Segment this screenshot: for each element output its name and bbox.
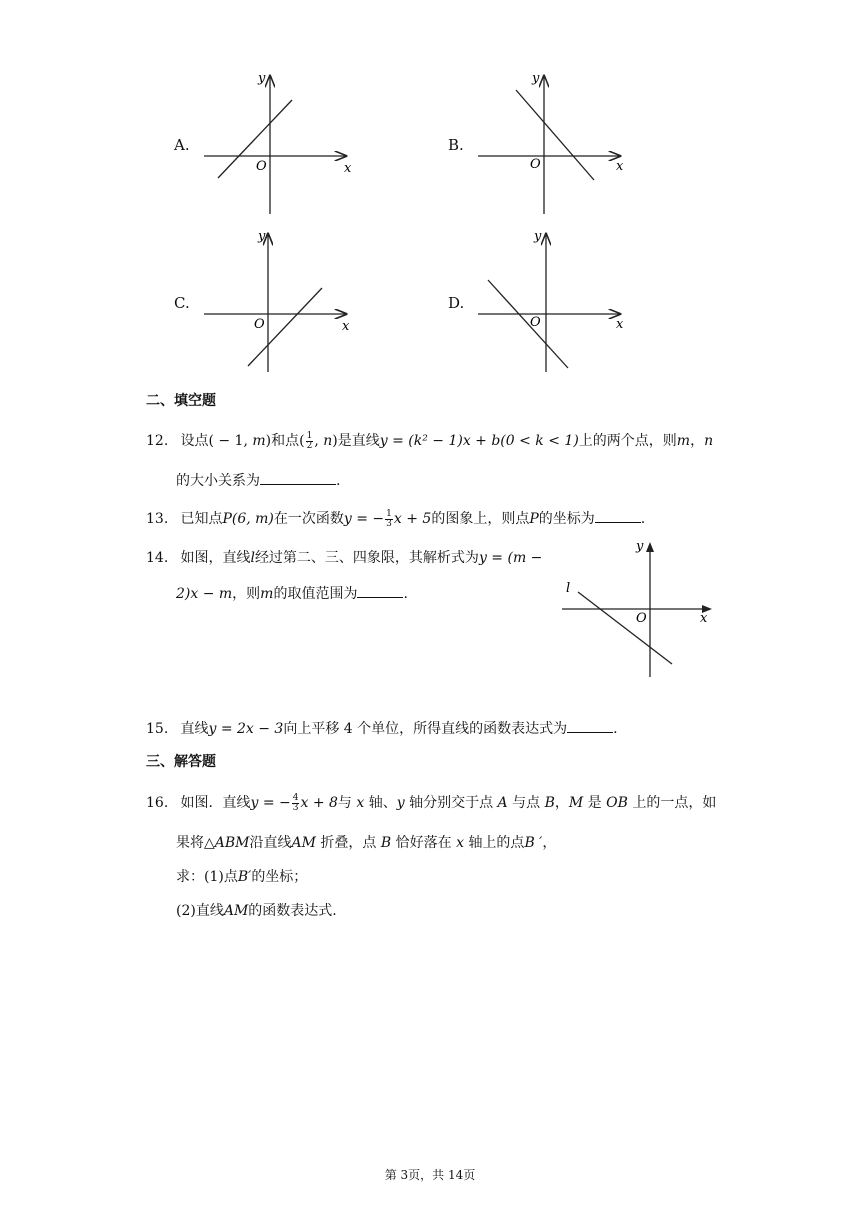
fraction [306, 432, 314, 451]
graph-a-line [218, 100, 292, 178]
origin-label: O [530, 157, 541, 172]
q16-line4-b: 的函数表达式. [248, 903, 337, 919]
question-16-line2 [176, 832, 556, 852]
question-12 [146, 430, 713, 451]
q16-var-a: A [497, 795, 508, 811]
section-title-fill-in: 二、填空题 [146, 393, 216, 409]
graph-option-d [470, 224, 640, 378]
q16-eq-b: x + 8 [300, 795, 338, 811]
q13-var-p: P [529, 511, 539, 527]
q16-var-ob: OB [606, 795, 628, 811]
q15-text2: 向上平移 4 个单位，所得直线的函数表达式为 [283, 721, 568, 737]
q14-var-l: l [250, 550, 255, 566]
option-c-label: C. [174, 294, 190, 312]
question-13 [146, 508, 645, 529]
q16-var-bprime: B′ [237, 869, 252, 885]
graph-d-line [488, 280, 568, 368]
q14-eq-a: y = (m − [478, 550, 543, 566]
question-14-line2 [176, 583, 408, 603]
graph-option-c [196, 224, 366, 378]
q12-comma: , [314, 433, 324, 449]
graph-b-line [516, 90, 594, 180]
q14-text3: ，则 [232, 586, 261, 602]
q16-line2-c: 折叠，点 [320, 835, 377, 851]
q13-eq-b: x + 5 [393, 511, 432, 527]
q16-text2: 与 [337, 795, 352, 811]
q16-text8: 上的一点，如 [632, 795, 717, 811]
q13-end: . [640, 511, 646, 527]
y-axis-label: y [258, 229, 266, 244]
q12-var-m: m [252, 433, 266, 449]
q15-text: 直线 [180, 721, 209, 737]
q12-var-n: n [323, 433, 333, 449]
denominator: 2 [306, 440, 313, 451]
page-footer: 第 3页，共 14页 [384, 1168, 476, 1182]
q14-text2: 经过第二、三、四象限，其解析式为 [254, 550, 479, 566]
question-number: 13. [146, 511, 169, 527]
q13-point: P(6, m) [222, 511, 274, 527]
q12-var-m: m [676, 433, 691, 449]
q12-point1-close: ) [265, 433, 272, 449]
q16-line2-e: 轴上的点 [468, 835, 525, 851]
fraction [385, 510, 393, 529]
q12-text2: 和点( [271, 433, 305, 449]
q16-line2-f: ， [542, 835, 557, 851]
question-16-line4 [176, 900, 337, 920]
numerator: 4 [292, 792, 299, 803]
q16-line-am: AM [223, 903, 249, 919]
option-d-label: D. [448, 294, 465, 312]
q16-var-bprime: B ′ [524, 835, 543, 851]
q16-text7: 是 [587, 795, 602, 811]
q16-var-m: M [568, 795, 584, 811]
denominator: 3 [292, 802, 299, 813]
q12-point2-close: ) [332, 433, 338, 449]
answer-blank[interactable] [260, 470, 336, 485]
fraction [292, 794, 300, 813]
q14-text4: 的取值范围为 [273, 586, 358, 602]
question-15 [146, 718, 618, 738]
q12-end: . [336, 473, 341, 489]
graph-option-b [470, 66, 640, 220]
q16-eq-a: y = − [250, 795, 291, 811]
q16-var-x: x [356, 795, 365, 811]
q16-line2-b: 沿直线 [249, 835, 292, 851]
y-axis-label: y [532, 71, 540, 86]
q16-text3: 轴、 [368, 795, 397, 811]
q16-var-b: B [544, 795, 555, 811]
option-b-label: B. [448, 136, 464, 154]
q14-end: . [403, 586, 408, 602]
graph-question-14 [556, 532, 726, 682]
answer-blank[interactable] [595, 508, 641, 523]
origin-label: O [254, 317, 265, 332]
q16-var-x: x [456, 835, 464, 851]
q12-sep: ， [690, 433, 705, 449]
answer-blank[interactable] [357, 583, 403, 598]
q13-eq-a: y = − [343, 511, 385, 527]
origin-label: O [256, 159, 267, 174]
q15-equation: y = 2x − 3 [208, 721, 284, 737]
question-14 [146, 547, 542, 567]
question-number: 16. [146, 795, 169, 811]
x-axis-label: x [344, 161, 352, 176]
q16-text: 如图．直线 [180, 795, 251, 811]
question-16 [146, 792, 716, 813]
y-axis-label: y [534, 229, 542, 244]
x-axis-label: x [700, 611, 708, 626]
y-axis-label: y [258, 71, 266, 86]
question-number: 15. [146, 721, 169, 737]
q13-text3: 的图象上，则点 [431, 511, 530, 527]
q12-text4: 上的两个点，则 [578, 433, 677, 449]
q12-var-n: n [704, 433, 714, 449]
x-axis-label: x [342, 319, 350, 334]
question-number: 14. [146, 550, 169, 566]
q16-line3-b: 的坐标； [251, 869, 308, 885]
question-12-line2 [176, 470, 340, 490]
q14-eq-b: 2)x − m [176, 586, 233, 602]
q16-line3-a: 求：(1)点 [176, 869, 238, 885]
question-number: 12. [146, 433, 169, 449]
q12-text3: 是直线 [337, 433, 380, 449]
denominator: 3 [386, 518, 392, 529]
q12-equation: y = (k² − 1)x + b(0 < k < 1) [379, 433, 579, 449]
q16-triangle: ABM [214, 835, 250, 851]
line-l [578, 592, 672, 664]
answer-blank[interactable] [567, 718, 613, 733]
q16-line2-a: 果将△ [176, 835, 215, 851]
line-l-label: l [566, 581, 571, 596]
q16-line4-a: (2)直线 [176, 903, 224, 919]
question-16-line3 [176, 866, 307, 886]
q12-point1: ( − 1, [208, 433, 253, 449]
q13-text: 已知点 [180, 511, 223, 527]
q15-end: . [613, 721, 618, 737]
section-title-solve: 三、解答题 [146, 754, 216, 770]
q16-line-am: AM [291, 835, 316, 851]
q16-var-b: B [380, 835, 392, 851]
q12-line2-text: 的大小关系为 [176, 473, 260, 489]
q16-text6: ， [554, 795, 569, 811]
q16-text4: 轴分别交于点 [409, 795, 494, 811]
origin-label: O [530, 315, 541, 330]
graph-option-a [196, 66, 366, 220]
q14-text: 如图，直线 [180, 550, 251, 566]
q14-var-m: m [260, 586, 274, 602]
q16-var-y: y [396, 795, 405, 811]
q16-text5: 与点 [512, 795, 541, 811]
q12-text: 设点 [180, 433, 209, 449]
numerator: 1 [386, 508, 392, 519]
q13-text4: 的坐标为 [538, 511, 595, 527]
q16-line2-d: 恰好落在 [395, 835, 452, 851]
option-a-label: A. [174, 136, 190, 154]
origin-label: O [636, 611, 647, 626]
numerator: 1 [306, 430, 313, 441]
y-axis-label: y [636, 539, 644, 554]
q13-text2: 在一次函数 [273, 511, 344, 527]
x-axis-label: x [616, 159, 624, 174]
x-axis-label: x [616, 317, 624, 332]
